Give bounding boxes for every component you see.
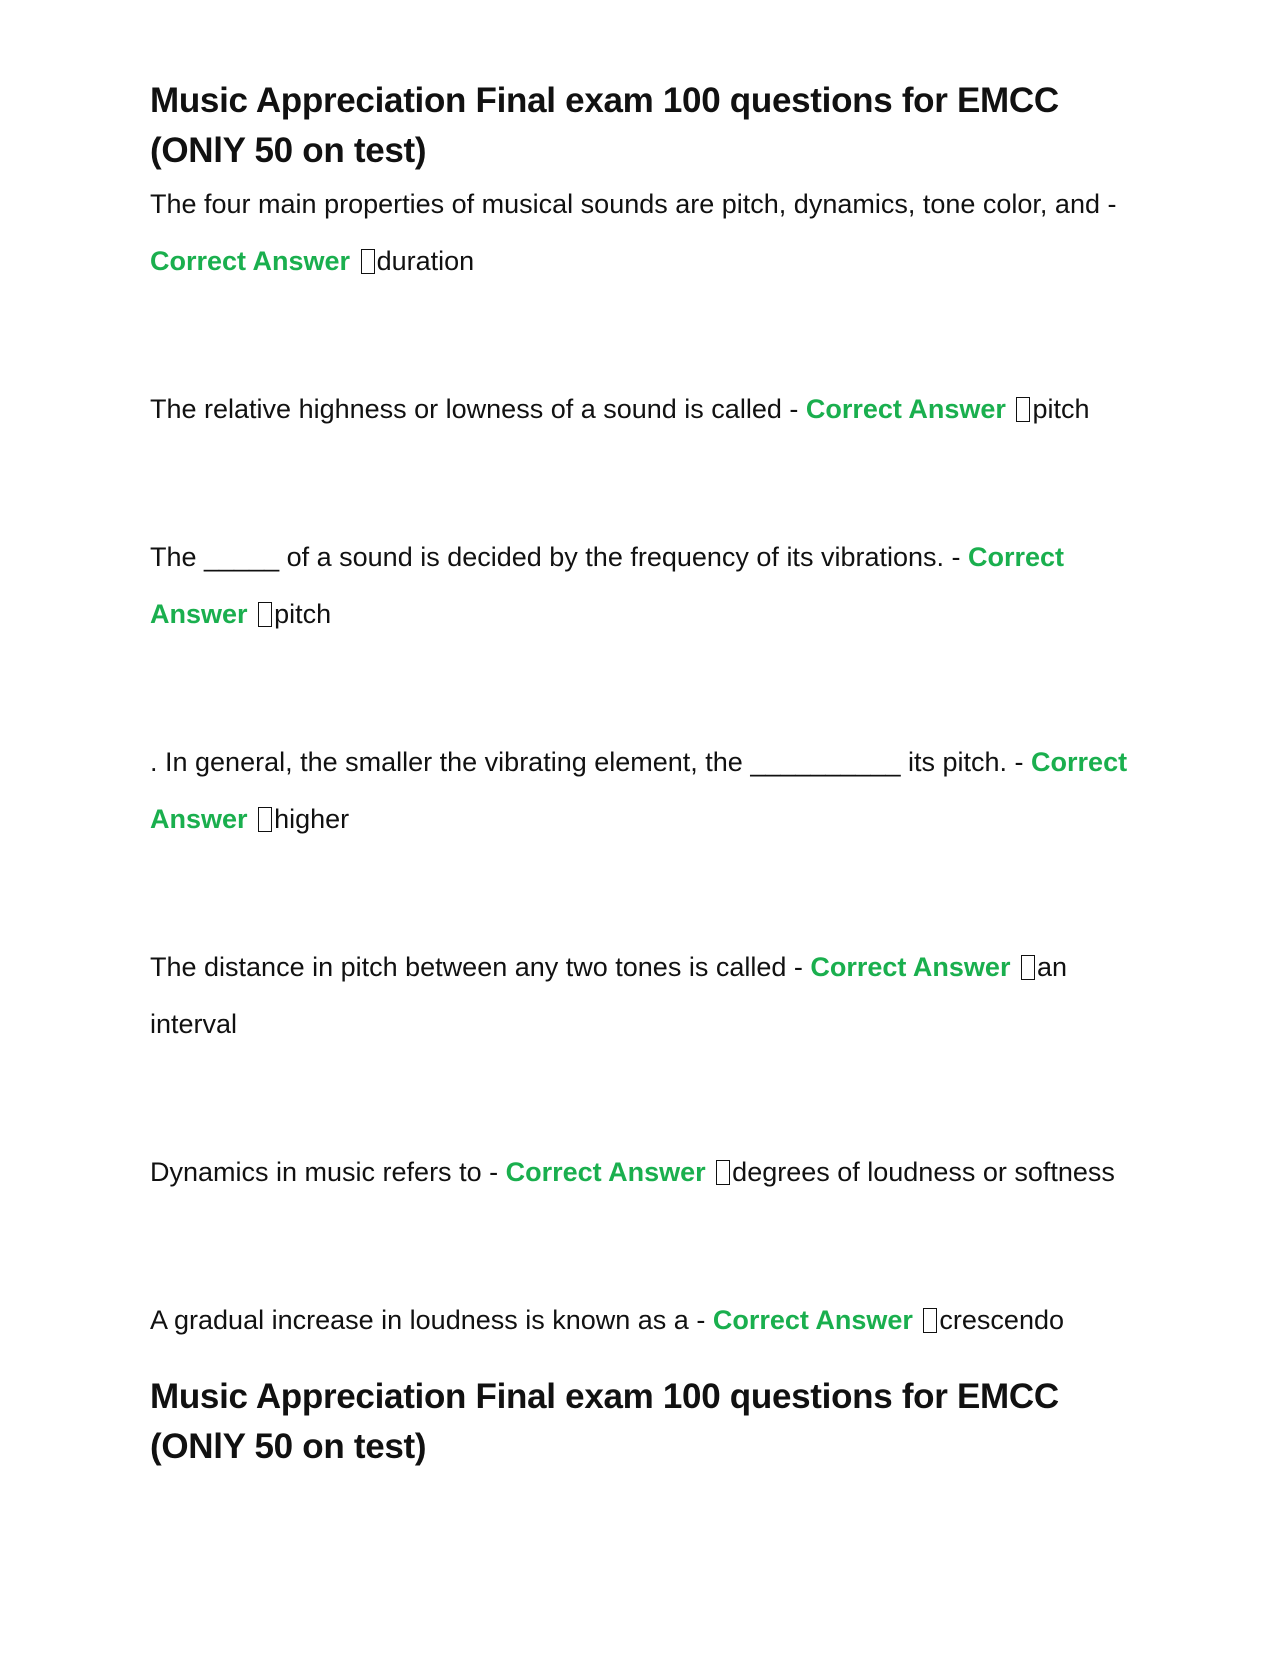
- qa-item-2: [150, 381, 1140, 438]
- qa-item-7: [150, 1292, 1140, 1349]
- question-text: . In general, the smaller the vibrating element, the __________ its pitch. -: [150, 747, 1024, 777]
- question-text: The four main properties of musical sounds are pitch, dynamics, tone color, and -: [150, 189, 1117, 219]
- correct-answer-label: Correct Answer: [712, 1305, 913, 1335]
- qa-item-3: [150, 529, 1140, 643]
- spacer: [150, 290, 1140, 381]
- box-glyph-icon: [1021, 955, 1035, 980]
- repeated-page-header: Music Appreciation Final exam 100 questions for EMCC (ONlY 50 on test): [150, 1377, 1059, 1466]
- box-glyph-icon: [716, 1160, 730, 1185]
- qa-item-6: [150, 1144, 1140, 1201]
- correct-answer-label: Correct Answer: [810, 952, 1011, 982]
- question-text: The _____ of a sound is decided by the frequency of its vibrations. -: [150, 542, 961, 572]
- correct-answer-label: Correct Answer: [805, 394, 1006, 424]
- spacer: [150, 848, 1140, 939]
- qa-item-4: [150, 734, 1140, 848]
- correct-answer-label: Correct Answer: [505, 1157, 706, 1187]
- qa-item-5: [150, 939, 1140, 1053]
- answer-text: an interval: [150, 952, 1068, 1039]
- answer-text: crescendo: [939, 1305, 1064, 1335]
- correct-answer-label: Correct Answer: [150, 246, 351, 276]
- box-glyph-icon: [258, 807, 272, 832]
- document-page: [150, 76, 1140, 1472]
- answer-text: pitch: [1032, 394, 1090, 424]
- question-text: Dynamics in music refers to -: [150, 1157, 499, 1187]
- spacer: [150, 1053, 1140, 1144]
- page-title: Music Appreciation Final exam 100 questions for EMCC (ONlY 50 on test): [150, 81, 1059, 170]
- answer-text: higher: [274, 804, 350, 834]
- question-text: A gradual increase in loudness is known as a -: [150, 1305, 706, 1335]
- spacer: [150, 643, 1140, 734]
- box-glyph-icon: [923, 1308, 937, 1333]
- answer-text: degrees of loudness or softness: [732, 1157, 1115, 1187]
- box-glyph-icon: [1016, 397, 1030, 422]
- question-text: The relative highness or lowness of a sound is called -: [150, 394, 799, 424]
- answer-text: pitch: [274, 599, 332, 629]
- correct-answer-label: Correct Answer: [150, 747, 1128, 834]
- spacer: [150, 438, 1140, 529]
- correct-answer-label: Correct Answer: [150, 542, 1065, 629]
- box-glyph-icon: [361, 249, 375, 274]
- answer-text: duration: [376, 246, 475, 276]
- question-text: The distance in pitch between any two tones is called -: [150, 952, 803, 982]
- box-glyph-icon: [258, 602, 272, 627]
- qa-item-1: [150, 176, 1140, 290]
- spacer: [150, 1201, 1140, 1292]
